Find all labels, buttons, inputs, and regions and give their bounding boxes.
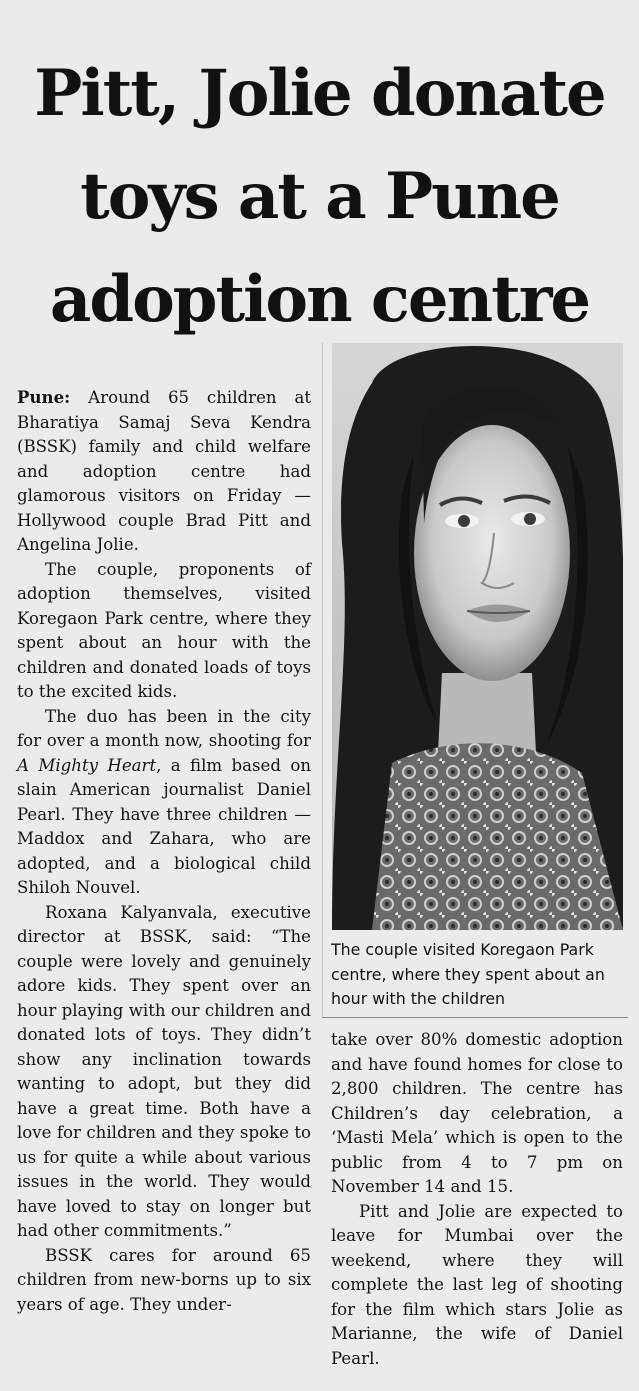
article-paragraph: BSSK cares for around 65 children from new-borns up to six years of age. They under- — [17, 1245, 311, 1314]
article-column-1 — [17, 385, 311, 1317]
article-paragraph: The couple, proponents of adoption themselves, visited Koregaon Park centre, where they spent about an hour with the children and donated loads of toys to the excited kids. — [17, 559, 311, 701]
news-photo — [332, 343, 623, 930]
article-paragraph: take over 80% domestic adoption and have found homes for close to 2,800 children. The centre has Children’s day celebration, a ‘Masti Mela’ which is open to the public from 4 to 7 pm on November 14 and 15. — [331, 1030, 623, 1196]
paragraph-text: , a film based on slain American journalist Daniel Pearl. They have three children — Maddox and Zahara, who are adopted, and a biological child Shiloh Nouvel. — [17, 755, 312, 897]
film-title: A Mighty Heart — [17, 755, 157, 775]
headline-line-1: Pitt, Jolie donate — [34, 56, 605, 131]
paragraph-text: Around 65 children at Bharatiya Samaj Seva Kendra (BSSK) family and child welfare and adoption centre had glamorous visitors on Friday — Hollywood couple Brad Pitt and Angelina Jolie. — [17, 388, 312, 554]
portrait-photo — [332, 343, 623, 930]
article-column-2 — [331, 1028, 623, 1371]
headline — [0, 42, 639, 351]
dateline: Pune: — [17, 387, 71, 407]
article-paragraph: Roxana Kalyanvala, executive director at BSSK, said: “The couple were lovely and genuinely adore kids. They spent over an hour playing with our children and donated lots of toys. They didn’t show any inclination towards wanting to adopt, but they did have a great time. Both have a love for children and they spoke to us for quite a while about various issues in the world. They would have loved to stay on longer but had other commitments.” — [17, 902, 311, 1240]
headline-line-3: adoption centre — [49, 262, 590, 337]
caption-rule — [322, 1017, 628, 1018]
paragraph-text: The duo has been in the city for over a month now, shooting for — [17, 706, 311, 750]
photo-caption: The couple visited Koregaon Park centre, where they spent about an hour with the children — [331, 940, 605, 1008]
article-paragraph — [17, 385, 311, 558]
column-divider — [322, 343, 323, 1018]
article-paragraph — [17, 705, 311, 901]
headline-line-2: toys at a Pune — [80, 159, 559, 234]
article-paragraph: Pitt and Jolie are expected to leave for Mumbai over the weekend, where they will complete the last leg of shooting for the film which stars Jolie as Marianne, the wife of Daniel Pearl. — [331, 1201, 623, 1368]
